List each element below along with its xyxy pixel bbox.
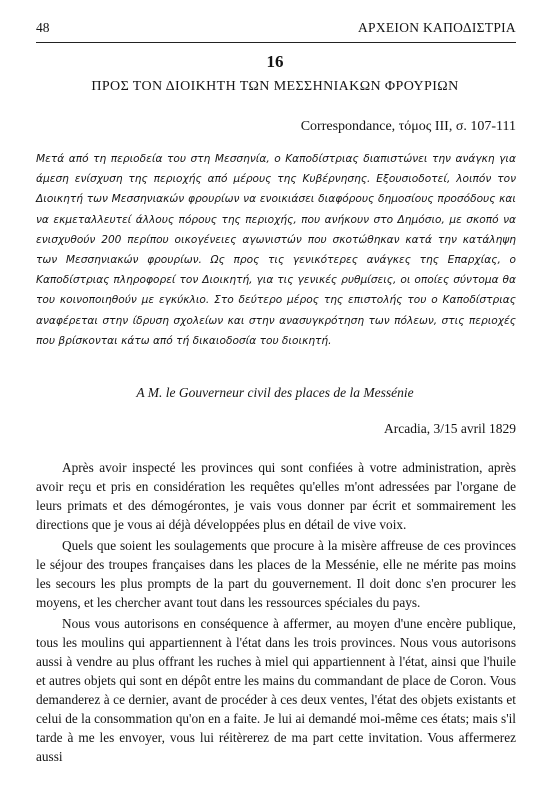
running-header bbox=[36, 14, 516, 34]
letter-paragraph: Quels que soient les soulagements que procure à la misère affreuse de ces provinces le séjour des troupes françaises dans les places de la Messénie, elle ne mérite pas moins les secours les plus prompts de la part du gouvernement. Il doit donc s'en procurer les moyens, et les chercher avant tout dans les ressources spéciales du pays. bbox=[36, 538, 516, 610]
source-reference: Correspondance, τόμος III, σ. 107-111 bbox=[300, 119, 516, 134]
header-rule bbox=[36, 42, 516, 43]
place-and-date: Arcadia, 3/15 avril 1829 bbox=[384, 421, 516, 436]
letter-paragraph: Après avoir inspecté les provinces qui sont confiées à votre administration, après avoir reçu et pris en considération les requêtes qu'elles m'ont adressées par l'organe de leurs primats et des démogérontes, je vais vous donner par écrit et sommairement les directions que je vous ai déjà développées plus en détail de vive voix. bbox=[36, 460, 516, 532]
letter-body bbox=[36, 458, 516, 766]
page-number: 48 bbox=[36, 20, 50, 35]
letter-addressee: A M. le Gouverneur civil des places de la Messénie bbox=[136, 385, 414, 400]
document-title: ΠΡΟΣ ΤΟΝ ΔΙΟΙΚΗΤΗ ΤΩΝ ΜΕΣΣΗΝΙΑΚΩΝ ΦΡΟΥΡΙΩΝ bbox=[91, 79, 459, 94]
running-title: ΑΡΧΕΙΟΝ ΚΑΠΟΔΙΣΤΡΙΑ bbox=[357, 20, 516, 35]
document-number: 16 bbox=[266, 52, 284, 71]
greek-summary: Μετά από τη περιοδεία του στη Μεσσηνία, ο Καποδίστριας διαπιστώνει την ανάγκη για άμεση ενίσχυση της περιοχής από μέρους της Κυβέρνησης. Εξουσιοδοτεί, λοιπόν τον Διοικητή των Μεσσηνιακών φρουρίων να ενοικιάσει διαφόρους δημοσίους προσόδους και να εκμεταλλευτεί άλλους πόρους της περιοχής, που ανήκουν στο Δημόσιο, με σκοπό να ενισχυθούν 200 περίπου οικογένειες αγωνιστών που σκοτώθηκαν κατά την κατάληψη των Μεσσηνιακών φρουρίων. Ως προς τις γενικότερες ανάγκες της Επαρχίας, ο Καποδίστριας πληροφορεί τον Διοικητή, για τις γενικές ρυθμίσεις, οι οποίες σύντομα θα του κοινοποιηθούν με εγκύκλιο. Στο δεύτερο μέρος της επιστολής του ο Καποδίστριας αναφέρεται στην ίδρυση σχολείων και στην ανασυγκρότηση των πόλεων, στις περιοχές που βρίσκονται κάτω από τή δικαιοδοσία του διοικητή. bbox=[36, 153, 516, 347]
letter-paragraph: Nous vous autorisons en conséquence à affermer, au moyen d'une encère publique, tous les moulins qui appartiennent à l'état dans les trois provinces. Nous vous autorisons aussi à vendre au plus offrant les ruches à miel qui appartiennent à l'état, ainsi que l'huile et autres objets qui sont en dépôt entre les mains du commandant de place de Coron. Vous demanderez à ce dernier, avant de procéder à ces deux ventes, l'état des objets existants et celui de la consommation qu'on en a faite. Je lui ai demandé moi-même ces états; mais s'il tarde à me les envoyer, vous lui réitèrerez de ma part cette invitation. Vous affermerez aussi bbox=[36, 616, 516, 764]
